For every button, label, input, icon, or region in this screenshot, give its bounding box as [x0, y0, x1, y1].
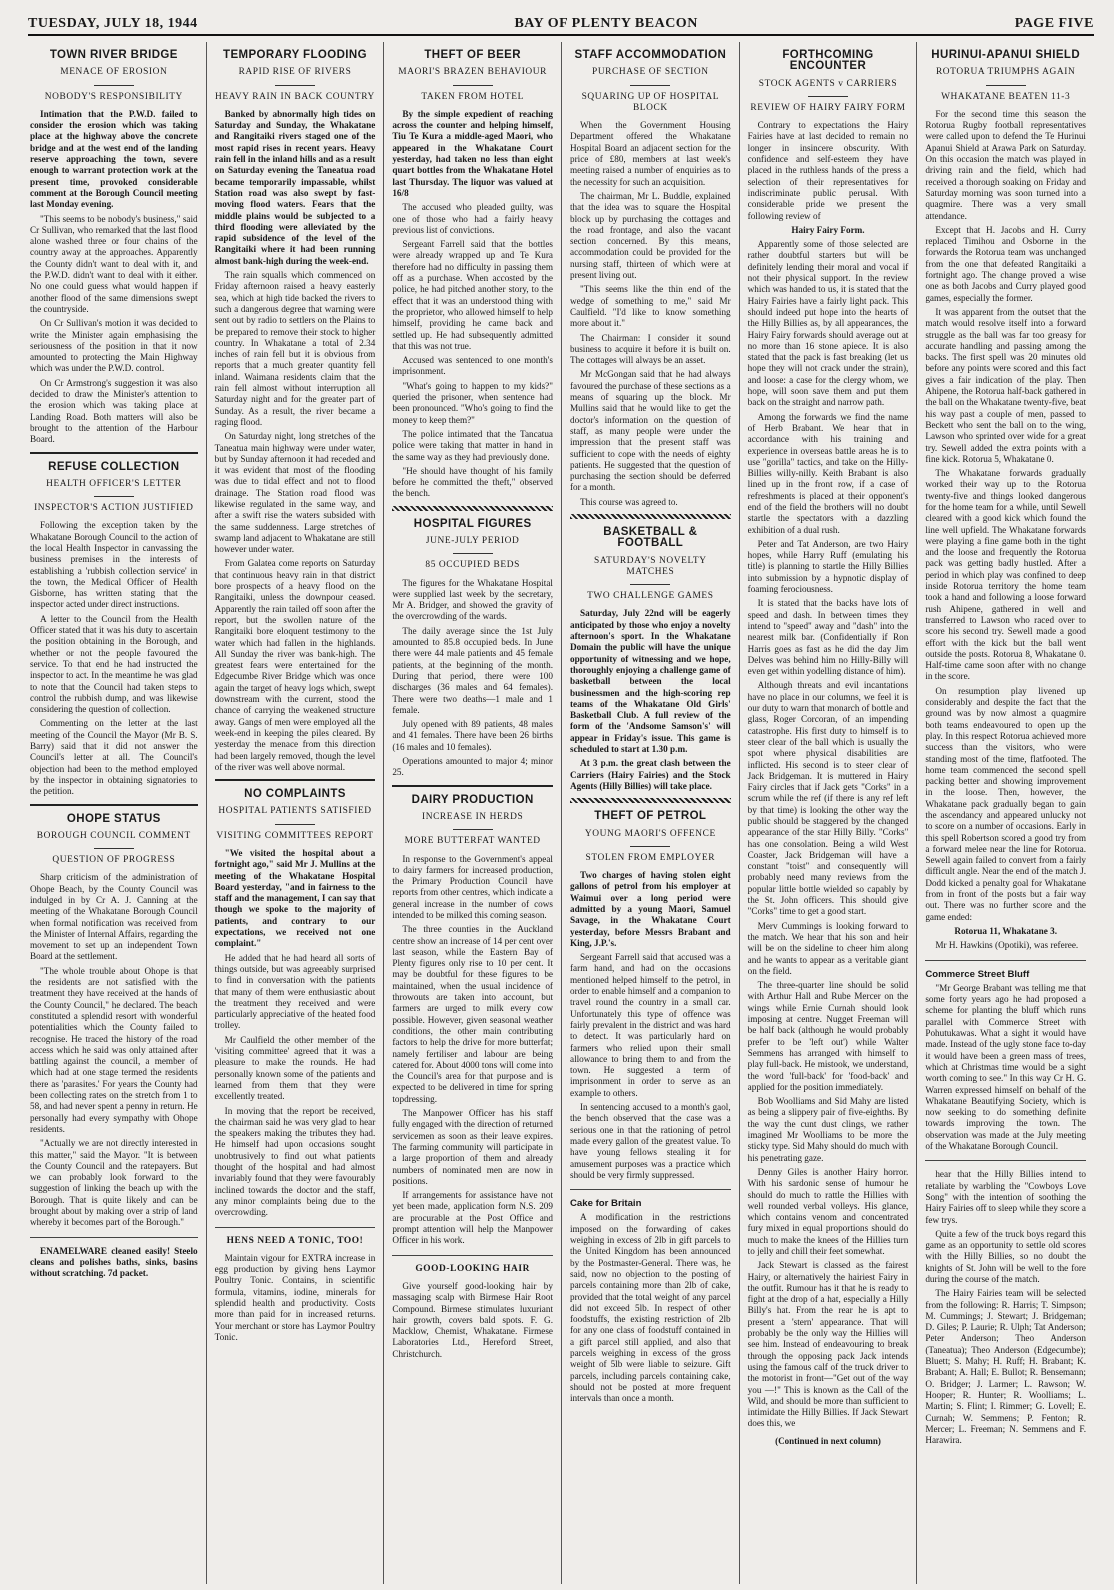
- paragraph: hear that the Hilly Billies intend to retaliate by warbling the "Cowboys Love Song" with the intention of soothing the Hairy Fairies off to sleep while they score a few trys.: [925, 1169, 1086, 1225]
- divider: [453, 85, 493, 86]
- paragraph: "This seems to be nobody's business," said Cr Sullivan, who remarked that the last flood alone washed three or four chains of the country away at the approaches. Apparently the County didn't want to deal with it, and the P.W.D. didn't want to deal with it either. No one could guess what would happen if another flood of the same dimensions swept the countryside.: [30, 213, 198, 314]
- divider: [215, 779, 376, 781]
- paragraph: Operations amounted to major 4; minor 25.: [392, 756, 553, 778]
- paragraph: It was apparent from the outset that the match would resolve itself into a forward struggle as the ball was far too greasy for accurate handling and passing among the backs. The first spell was 20 minutes old before any points were scored and this fact gives a fair indication of the play. Then Ahipene, the Rotorua half-back gathered in the ball on the Whakatane twenty-five, beat his way past a couple of men, passed to Beckett who sent the ball on to the wing, Lawson who sprinted over wide for a great try. Sewell added the extra points with a fine kick. Rotorua 5, Whakatane 0.: [925, 306, 1086, 464]
- paragraph: In sentencing accused to a month's gaol, the bench observed that the case was a serious one in that the rationing of petrol made every gallon of the greatest value. To have young fellows stealing it for amusement purposes was a practice which should be very firmly suppressed.: [570, 1102, 731, 1180]
- subhead: WHAKATANE BEATEN 11-3: [941, 91, 1071, 102]
- subhead: JUNE-JULY PERIOD: [425, 535, 520, 546]
- paragraph: By the simple expedient of reaching across the counter and helping himself, Tiu Te Kura a middle-aged Maori, who appeared in the Whakatane Court yesterday, had taken no less than eight quart bottles from the Whakatane Hotel last Thursday. The liquor was valued at 16/8: [392, 108, 553, 198]
- headline: TOWN RIVER BRIDGE: [49, 49, 178, 61]
- paragraph: Among the forwards we find the name of Herb Brabant. We hear that in accordance with his training and experience in overseas battle areas he is to use "gorilla" tactics, and take on the Hilly-Billies willy-nilly. Keith Brabant is also lined up in the front row, if a case of refreshments is placed at their opponent's end of the field the brothers will no doubt startle the spectators with a dazzling exhibition of a dual rush.: [747, 411, 909, 535]
- paragraph: Mr Caulfield the other member of the 'visiting committee' agreed that it was a pleasure to make the rounds. He had personally known some of the patients and learned from them that they were excellently treated.: [214, 1034, 376, 1102]
- paragraph: At 3 p.m. the great clash between the Carriers (Hairy Fairies) and the Stock Agents (Hilly Billies) will take place.: [570, 758, 731, 791]
- paragraph: The three-quarter line should be solid with Arthur Hall and Rube Mercer on the wings while Ernie Curnah should look imposing at centre. Nugget Freeman will be half back (although he would probably prefer to be 'left out') while Walter Semmens has arranged with himself to play full-back. He mistook, we understand, the word 'full-back' for 'food-back' and applied for the position immediately.: [747, 980, 909, 1092]
- paragraph: The Chairman: I consider it sound business to acquire it before it is built on. The cottages will always be an asset.: [570, 332, 731, 366]
- subhead: HEAVY RAIN IN BACK COUNTRY: [215, 91, 375, 102]
- subhead: SQUARING UP OF HOSPITAL BLOCK: [581, 91, 720, 113]
- headline: BASKETBALL & FOOTBALL: [603, 525, 698, 550]
- paragraph: Denny Giles is another Hairy horror. With his sardonic sense of humour he should do much to rattle the Hillies with well rounded verbal volleys. His glance, which contains venom and concentrated fury mixed in equal proportions should do much to make the knees of the Hillies turn to jelly and chill their feet somewhat.: [747, 1166, 909, 1256]
- advert-enamelware: ENAMELWARE cleaned easily! Steelo cleans and polishes baths, sinks, basins without scratching. 7d packet.: [30, 1245, 198, 1279]
- paragraph: Two charges of having stolen eight gallons of petrol from his employer at Waimui over a long period were admitted by a young Maori, Samuel Savage, in the Whakatane Court yesterday, before Messrs Brabant and King, J.P.'s.: [570, 870, 731, 948]
- headline: HURINUI-APANUI SHIELD: [931, 49, 1081, 61]
- divider: [630, 846, 670, 847]
- subhead: NOBODY'S RESPONSIBILITY: [44, 91, 183, 102]
- headline: HOSPITAL FIGURES: [413, 517, 532, 530]
- paragraph: For the second time this season the Rotorua Rugby football representatives were called upon to defend the Te Hurinui Apanui Shield at Arawa Park on Saturday. On this occasion the match was played in driving rain and the field, which had received a thorough soaking on Friday and Saturday morning was soon turned into a quagmire. There was a very small attendance.: [925, 108, 1086, 221]
- article-ohope-status: [30, 814, 198, 1229]
- column-5: [739, 42, 917, 1584]
- article-forthcoming-encounter: [748, 50, 909, 1447]
- article-basketball-football: [570, 527, 731, 792]
- column-4: [561, 42, 739, 1584]
- headline: REFUSE COLLECTION: [48, 460, 180, 473]
- subhead: TWO CHALLENGE GAMES: [587, 591, 714, 602]
- paragraph: "This seems like the thin end of the wedge of something to me," said Mr Caulfield. "I'd like to know something more about it.": [570, 284, 731, 329]
- headline: THEFT OF BEER: [424, 49, 521, 61]
- paragraph: July opened with 89 patients, 48 males and 41 females. There have been 26 births (16 males and 10 females).: [392, 719, 553, 752]
- paragraph: In moving that the report be received, the chairman said he was very glad to hear the speakers making the tributes they had. He himself had upon occasions sought unobtrusively to find out what patients thought of the hospital and had almost invariably found that they were favourably inclined towards the doctor and the staff, any minor complaints being due to the overcrowding.: [214, 1105, 376, 1218]
- headline: THEFT OF PETROL: [594, 810, 707, 823]
- paragraph: The Manpower Officer has his staff fully engaged with the direction of returned servicemen as soon as their leave expires. The farming community will participate in a large proportion of them and already numbers of nominated men are now in positions.: [392, 1108, 553, 1186]
- paragraph: Mr McGongan said that he had always favoured the purchase of these sections as a means of squaring up the block. Mr Mullins said that he would like to get the doctor's information on the question of staff, as many people were under the impression that the present staff was sufficient to cope with the needs of eighty patients. He suggested that the question of purchasing the section should be deferred for a month.: [570, 369, 731, 493]
- article-hospital-figures: [392, 519, 553, 779]
- paragraph: Sergeant Farrell said that accused was a farm hand, and had on the occasions mentioned helped himself to the petrol, in order to enable himself and a companion to travel round the country in a small car. Unfortunately this type of offence was fairly prevalent in the district and was hard to detect. It was particularly hard on farmers who relied upon their small allowance to bring them to and from the town. He suggested a term of imprisonment in order to serve as an example to others.: [570, 952, 731, 1098]
- subhead: MENACE OF EROSION: [60, 67, 168, 78]
- paragraph: The figures for the Whakatane Hospital were supplied last week by the secretary, Mr A. Bridger, and showed the gravity of the overcrowding of the wards.: [392, 577, 553, 622]
- paragraph: From Galatea come reports on Saturday that continuous heavy rain in that district bore prospects of a heavy flood on the Rangitaiki, unless the downpour ceased. Apparently the rain tailed off soon after the report, but the swollen nature of the Rangitaiki bore eloquent testimony to the water which had fallen in the highlands. All Sunday the river was bank-high. The greatest fears were entertained for the Edgecumbe River Bridge which was once again the target of heavy logs which, swept downstream with the current, stood the chance of carrying the weakened structure away. Gangs of men were employed all the week-end in keeping the piles cleared. By yesterday the menace from this direction had been largely removed, though the level of the river was well above normal.: [214, 558, 376, 772]
- paragraph: On Saturday night, long stretches of the Taneatua main highway were under water, but by Sunday afternoon it had receded and it was evident that most of the flooding was due to tidal effect and not to flood drainage. The Station road flood was likewise regulated in the same way, and after a swift rise the waters subsided with the same suddenness. Large stretches of swamp land adjacent to Whakatane are still however under water.: [214, 431, 376, 555]
- paragraph: The accused who pleaded guilty, was one of those who had a fairly heavy previous list of convictions.: [392, 202, 553, 235]
- divider: [453, 829, 493, 830]
- paragraph: The daily average since the 1st July amounted to 85.8 occupied beds. In June there were 44 male patients and 45 female patients, at the beginning of the month. During that period, there were 100 discharges (36 males and 64 females). There were two deaths—1 male and 1 female.: [392, 625, 553, 715]
- article-refuse-collection: [30, 462, 198, 798]
- paragraph: If arrangements for assistance have not yet been made, application form N.S. 209 are procurable at the Post Office and prompt attention will help the Manpower Officer in his work.: [392, 1190, 553, 1246]
- headline: OHOPE STATUS: [66, 812, 161, 825]
- headline: FORTHCOMING ENCOUNTER: [782, 49, 874, 73]
- paragraph: The police intimated that the Tancatua police were taking that matter in hand in the same way as they had previously done.: [392, 428, 553, 462]
- subhead: HEALTH OFFICER'S LETTER: [46, 478, 182, 489]
- paragraph: On Cr Armstrong's suggestion it was also decided to draw the Minister's attention to the erosion which was taking place at Landing Road. Both matters will also be brought to the attention of the Harbour Board.: [30, 377, 198, 445]
- paragraph: Commenting on the letter at the last meeting of the Council the Mayor (Mr B. S. Barry) said that it did not answer the Council's letter at all. The Council's objection had been to the method employed by the inspector in obtaining signatories to the petition.: [30, 718, 198, 797]
- paragraph: Accused was sentenced to one month's imprisonment.: [392, 355, 553, 377]
- article-encounter-continued: [925, 1169, 1086, 1446]
- headline: STAFF ACCOMMODATION: [574, 49, 727, 61]
- divider: [630, 584, 670, 585]
- paragraph: This course was agreed to.: [580, 496, 678, 507]
- headline: TEMPORARY FLOODING: [223, 49, 367, 61]
- divider: [925, 960, 1086, 961]
- divider: [392, 1255, 553, 1256]
- paragraph: Hairy Fairy Form.: [791, 224, 865, 235]
- paragraph: On resumption play livened up considerably and despite the fact that the ground was by now almost a quagmire both teams endeavoured to open up the play. In this respect Rotorua achieved more success than the visitors, who were standing most of the time, flatfooted. The home team commenced the second spell packing better and showing improvement in the loose. Then, however, the Whakatane pack gradually began to gain the ascendancy and appeared unlucky not to score on a number of occasions. Early in this spell Robertson scored a good try from a forward melee near the line for Rotorua. Sewell again failed to convert from a fairly difficult angle. Near the end of the match J. Dodd kicked a penalty goal for Whakatane from in front of the posts but a fair way out. There was no further score and the game ended:: [925, 685, 1086, 922]
- paragraph: "We visited the hospital about a fortnight ago," said Mr J. Mullins at the meeting of the Whakatane Hospital Board yesterday, "and in fairness to the staff and the management, I can say that though we spoke to the majority of patients, and contrary to our expectations, we received not one complaint.": [214, 848, 376, 949]
- subhead: REVIEW OF HAIRY FAIRY FORM: [750, 102, 906, 113]
- paragraph: "What's going to happen to my kids?" queried the prisoner, when sentence had been pronounced. "Who's going to find the money to keep them?": [392, 380, 553, 425]
- subhead: VISITING COMMITTEES REPORT: [216, 830, 374, 841]
- paragraph: Quite a few of the truck boys regard this game as an opportunity to settle old scores with the Hilly Billies, so no doubt the knights of St. John will be well to the fore during the course of the match.: [925, 1228, 1086, 1284]
- divider: [30, 1237, 198, 1238]
- advert-headline: HENS NEED A TONIC, TOO!: [226, 1235, 364, 1246]
- paragraph: Mr H. Hawkins (Opotiki), was referee.: [935, 940, 1079, 951]
- paragraph: Although threats and evil incantations have no place in our columns, we feel it is our duty to warn that monarch of bottle and glass, Roger Corcoran, of an impending catastrophe. His first duty to himself is to steer clear of the ball which is usually the spot where physical disabilities are inflicted. His second is to steer clear of Jack Bridgeman. It is muttered in Hairy Fairy circles that if Jack gets "Corks" in a scrum while the ref (if there is any ref left by that time) is looking the other way the public should be staggered by the changed appearance of the star Hilly Billy. "Corks" has one consolation. Being a wild West Coaster, Jack Bridgeman will have a constant "toist" and consequently will probably need many reviews from the popular little bottle wielded so capably by the St. John officers. This should give "Corks" time to get a good start.: [747, 680, 909, 917]
- article-dairy-production: [392, 795, 553, 1247]
- paragraph: The Hairy Fairies team will be selected from the following: R. Harris; T. Simpson; M. Cummings; J. Stewart; J. Bridgeman; D. Giles; P. Laurie; R. Ulph; Tat Anderson; Peter Anderson; Theo Anderson (Taneatua); Theo Anderson (Edgecumbe); Bluett; S. Mahy; H. Ruff; H. Brabant; K. Brabant; A. Hall; E. Bullot; R. Bensemann; O. Bridger; J. Larmer; L. Rawson; W. Hooper; R. Hunter; R. Woolliams; L. Martin; S. Flint; I. Rimmer; G. Lovell; E. Curnah; W. Semmens; P. Fenton; R. Mercer; L. Freeman; N. Semmens and F. Harawira.: [925, 1288, 1086, 1446]
- issue-date: TUESDAY, JULY 18, 1944: [28, 16, 198, 31]
- divider: [275, 85, 315, 86]
- divider: [30, 804, 198, 806]
- columns: [28, 42, 1094, 1584]
- paragraph: Apparently some of those selected are rather doubtful starters but will be definitely lending their moral and vocal if not their physical support. In the review which was handed to us, it is stated that the Hairy Fairies have a fairly light pack. This should indeed put hope into the hearts of the Hilly Billies as, by all appearances, the Hairy Fairy forwards should average out at no more than 16 stone apiece. It is also stated that the pack is fast breaking (let us hope they will not crack under the strain), and loose: a case for the clergy whom, we hope, will soon save them and put them back on the straight and narrow path.: [747, 239, 909, 408]
- divider: [215, 1227, 376, 1228]
- paragraph: "Mr George Brabant was telling me that some forty years ago he had proposed a scheme for planting the bluff which runs parallel with Commerce Street with Pohutukawas. What a sight it would have made. Instead of the ugly stone face to-day it would have been a green mass of trees, which at Christmas time would be a sight worth coming to see." In this way Cr H. G. Warren expressed himself on behalf of the Whakatane Beautifying Society, which is now seeking to do something definite towards improving the town. The observation was made at the July meeting of the Whakatane Borough Council.: [925, 982, 1086, 1152]
- paragraph: Merv Cummings is looking forward to the match. We hear that his son and heir will be on the sideline to cheer him along and he wants to appear as a veritable giant on the field.: [747, 920, 909, 976]
- paragraph: Rotorua 11, Whakatane 3.: [954, 925, 1058, 936]
- paragraph: In response to the Government's appeal to dairy farmers for increased production, the Primary Production Council have reports from other centres, which indicate a general increase in the number of cows intended to be milked this coming season.: [392, 853, 553, 920]
- divider: [630, 85, 670, 86]
- headline: NO COMPLAINTS: [244, 788, 346, 801]
- advert-good-looking-hair: [392, 1264, 553, 1360]
- divider: [570, 514, 731, 519]
- column-6: [916, 42, 1094, 1584]
- article-no-complaints: [215, 789, 376, 1218]
- article-temporary-flooding: [215, 50, 376, 773]
- advert-hens-tonic: [215, 1236, 376, 1344]
- paragraph: "He should have thought of his family before he committed the theft," observed the bench.: [392, 465, 553, 499]
- page-number: PAGE FIVE: [1014, 16, 1094, 31]
- paragraph: Except that H. Jacobs and H. Curry replaced Timihou and Osborne in the forwards the Rotorua team was unchanged from the one that defeated Rangitaiki a fortnight ago. The change proved a wise one as both Jacobs and Curry played good games, especially the former.: [925, 224, 1086, 303]
- article-theft-of-petrol: [570, 811, 731, 1181]
- subhead: ROTORUA TRIUMPHS AGAIN: [935, 67, 1076, 78]
- paragraph: "The whole trouble about Ohope is that the residents are not satisfied with the treatment they have received at the hands of the County Council," he declared. The beach constituted a splendid resort with wonderful potentialities which the County failed to recognise. He traced the history of the road access which he said was only attained after battling against the council, a member of which had at one stage termed the residents there as 'parasites.' For years the County had been collecting rates on the stretch from 1 to 58, and had never spent a penny in return. He personally had every sympathy with Ohope residents.: [30, 965, 198, 1134]
- divider: [808, 96, 848, 97]
- subhead: SATURDAY'S NOVELTY MATCHES: [594, 555, 707, 577]
- headline: Cake for Britain: [570, 1198, 642, 1210]
- paragraph: Contrary to expectations the Hairy Fairies have at last decided to remain no longer in insincere obscurity. With confidence and self-esteem they have placed in the ruthless hands of the press a selection of their representatives for indiscriminate public perusal. With considerable pride we present the following review of: [747, 120, 909, 221]
- column-2: [206, 42, 384, 1584]
- paragraph: Intimation that the P.W.D. failed to consider the erosion which was taking place at the highway above the concrete bridge and at the west end of the landing reserve approaching the town, severe enough to warrant protection work at the present time, provoked considerable comment at the Borough Council meeting last Monday evening.: [30, 108, 198, 210]
- paragraph: It is stated that the backs have lots of speed and dash. In between times they intend to "speed" away and "dash" into the nearest milk bar. (Confidentially if Ron Harris goes as fast as he did the day Jim Delves was behind him no Hilly-Billy will even get within yodelling distance of him).: [747, 598, 909, 677]
- column-3: [383, 42, 561, 1584]
- paragraph: The rain squalls which commenced on Friday afternoon raised a heavy easterly sea, which at high tide backed the rivers to such a dangerous degree that warning were sent out by radio to settlers on the Plains to be prepared to remove their stock to higher country. In Whakatane a total of 2.34 inches of rain fell but it is obvious from reports that a much greater quantity fell inland. Waimana residents claim that the rain fell almost without interruption all Saturday night and for the greater part of Sunday. As a result, the river became a raging flood.: [214, 270, 376, 427]
- subhead: QUESTION OF PROGRESS: [52, 855, 176, 866]
- paragraph: The Whakatane forwards gradually worked their way up to the Rotorua twenty-five and things looked dangerous for the home team for a while, until Sewell cleared with a good kick which found the line well upfield. The Whakatane forwards were playing a fine game both in the tight and the loose and frequently the Rotorua pack was getting badly hustled. After a period in which play was confined to deep inside Rotorua territory the home team took a hand and following a loose forward rush Ahipene, gathered in well and transferred to Lawson who raced over to score his second try. Sewell made a good effort with the kick but the ball went outside the posts. Rotorua 8, Whakatane 0. Half-time came soon after with no change in the score.: [925, 468, 1086, 682]
- headline: Commerce Street Bluff: [925, 968, 1030, 980]
- divider: [30, 452, 198, 454]
- column-1: [28, 42, 206, 1584]
- divider: [94, 848, 134, 849]
- article-hurinui-apanui-shield: [925, 50, 1086, 952]
- masthead: [28, 6, 1094, 36]
- paragraph: Saturday, July 22nd will be eagerly anticipated by those who enjoy a novelty afternoon's sport. In the Whakatane Domain the public will have the unique opportunity of witnessing and we hope, thoroughly enjoying a challenge game of basketball between the local businessmen and the high-scoring rep teams of the Whakatane Old Girls' Basketball Club. A full review of the form of the 'Andsome Samson's' will appear in Friday's issue. This game is scheduled to start at 1.30 p.m.: [570, 608, 731, 755]
- subhead: BOROUGH COUNCIL COMMENT: [36, 830, 191, 841]
- paragraph: "Actually we are not directly interested in this matter," said the Mayor. "It is between the County Council and the ratepayers. But we can probably look forward to the suggestion of linking the beach up with the Borough. That is quite likely and can be brought about by making over a strip of land whereby it becomes part of the Borough.": [30, 1138, 198, 1228]
- paragraph: Peter and Tat Anderson, are two Hairy hopes, while Harry Ruff (emulating his title) is planning to startle the Hilly Billies into submission by a hypnotic display of foaming ferociousness.: [747, 538, 909, 595]
- paragraph: A modification in the restrictions imposed on the forwarding of cakes weighing in excess of 2lb in gift parcels to the United Kingdom has been announced by the Postmaster-General. There was, he said, now no objection to the posting of parcels containing more than 2lb of cake, provided that the total weight of any parcel did not exceed 5lb. In respect of other foodstuffs, the existing restriction of 2lb for any one class of foodstuff contained in a gift parcel still applied, and also that parcels weighing in excess of the gross weight of 5lb were liable to seizure. Gift parcels, including parcels containing cake, should not be posted at more frequent intervals than once a month.: [570, 1212, 731, 1404]
- subhead: HOSPITAL PATIENTS SATISFIED: [218, 806, 372, 817]
- paragraph: The chairman, Mr L. Buddle, explained that the idea was to square the Hospital block up by purchasing the cottages and the road frontage, and also the vacant section concerned. By this means, accommodation could be provided for the nursing staff, thirteen of which were at present living out.: [570, 190, 731, 281]
- article-staff-accommodation: [570, 50, 731, 508]
- subhead: STOLEN FROM EMPLOYER: [585, 852, 716, 863]
- subhead: YOUNG MAORI'S OFFENCE: [584, 828, 716, 839]
- subhead: STOCK AGENTS v CARRIERS: [758, 78, 898, 89]
- subhead: MORE BUTTERFAT WANTED: [404, 836, 541, 847]
- divider: [94, 85, 134, 86]
- paragraph: Sergeant Farrell said that the bottles were already wrapped up and Te Kura therefore had no difficulty in passing them off as a purchase. When accosted by the police, he had pitched another story, to the effect that it was an understood thing with the proprietor, who allowed himself to help himself, providing he came back and settled up. He had subsequently admitted that this was not true.: [392, 239, 553, 351]
- divider: [570, 798, 731, 803]
- paragraph: Banked by abnormally high tides on Saturday and Sunday, the Whakatane and Rangitaiki rivers staged one of the most rapid rises in recent years. Heavy rain fell in the inland hills and as a result on Saturday evening the Taneatua road became temporarily impassable, whilst Station road was also swept by fast-moving flood waters. Fears that the middle plains would be subjected to a third flooding were alleviated by the rapid subsidence of the level of the Rangitaiki where it had been running almost bank-high during the week-end.: [214, 108, 376, 266]
- subhead: TAKEN FROM HOTEL: [421, 91, 524, 102]
- subhead: 85 OCCUPIED BEDS: [425, 560, 520, 571]
- article-commerce-street-bluff: [925, 969, 1086, 1153]
- paragraph: On Cr Sullivan's motion it was decided to write the Minister again emphasising the seriousness of the position in that it now amounted to protecting the Main Highway which was under the P.W.D. control.: [30, 318, 198, 374]
- article-cake-for-britain: [570, 1198, 731, 1404]
- divider: [986, 85, 1026, 86]
- paragraph: When the Government Housing Department offered the Whakatane Hospital Board an adjacent section for the price of £80, members at last week's meeting raised a number of enquiries as to the necessity for such an acquisition.: [570, 120, 731, 187]
- subhead: INSPECTOR'S ACTION JUSTIFIED: [34, 503, 194, 514]
- divider: [453, 553, 493, 554]
- divider: [392, 506, 553, 511]
- subhead: PURCHASE OF SECTION: [592, 67, 709, 78]
- paragraph: Jack Stewart is classed as the fairest Hairy, or alternatively the hairiest Fairy in the outfit. Rumour has it that he is ready to fight at the drop of a hat, especially a Hilly Billy's hat. From the rear he is apt to present a 'stern' appearance. That will probably be the only way the Hillies will see him. Instead of endeavouring to break through the opposing pack Jack intends using the famous calf of the truck driver to the motorist in front—"Get out of the way you —!" This is known as the Call of the Wild, and should be more than sufficient to intimidate the Hilly Billies. If Jack Stewart does this, we: [747, 1260, 909, 1429]
- divider: [570, 1189, 731, 1190]
- paragraph: A letter to the Council from the Health Officer stated that it was his duty to ascertain the position obtaining in the Borough, and whether or not the people favoured the service. To that end he had instructed the inspector to act. In the meantime he was glad to note that the Council had taken steps to control the rubbish dump, and was likewise considering the question of collection.: [30, 613, 198, 715]
- subhead: RAPID RISE OF RIVERS: [238, 67, 352, 78]
- paragraph: Following the exception taken by the Whakatane Borough Council to the action of the local Health Inspector in canvassing the business premises in the interests of establishing a 'rubbish collection service' in the town, the Medical Officer of Health Gisborne, has written stating that the inspector acted under direct instructions.: [30, 520, 198, 610]
- paragraph: Sharp criticism of the administration of Ohope Beach, by the County Council was indulged in by Cr A. J. Canning at the meeting of the Whakatane Borough Council when formal notification was received from the Minister of Internal Affairs, regarding the movement to set up an independent Town Board at the settlement.: [30, 872, 198, 962]
- subhead: INCREASE IN HERDS: [421, 811, 524, 822]
- article-town-river-bridge: [30, 50, 198, 446]
- divider: [275, 824, 315, 825]
- paper-name: BAY OF PLENTY BEACON: [514, 16, 698, 31]
- paragraph: He added that he had heard all sorts of things outside, but was agreeably surprised to find in conversation with the patients that many of them were enthusiastic about the treatment they received and were particularly appreciative of the heated food trolley.: [214, 952, 376, 1031]
- paragraph: Bob Woolliams and Sid Mahy are listed as being a slippery pair of five-eighths. By the way the cunt dust clings, we rather imagined Mr Woolliams to be more the sticky type. Sid Mahy should do much with his penetrating gaze.: [747, 1096, 909, 1163]
- divider: [925, 1160, 1086, 1161]
- advert-headline: GOOD-LOOKING HAIR: [415, 1263, 530, 1274]
- divider: [94, 496, 134, 497]
- subhead: MAORI'S BRAZEN BEHAVIOUR: [398, 67, 548, 78]
- divider: [392, 785, 553, 787]
- article-theft-of-beer: [392, 50, 553, 500]
- headline: DAIRY PRODUCTION: [411, 793, 534, 806]
- continued-note: (Continued in next column): [775, 1435, 881, 1446]
- paragraph: Give yourself good-looking hair by massaging scalp with Birmese Hair Root Compound. Birmese stimulates luxuriant hair growth, covers bald spots. F. G. Macklow, Chemist, Whakatane. Firmese Laboratories Ltd., Hereford Street, Christchurch.: [392, 1280, 553, 1359]
- paragraph: The three counties in the Auckland centre show an increase of 14 per cent over last season, while the Eastern Bay of Plenty figures only rise to 10 per cent. It may be doubtful for these figures to be maintained, when the usual incidence of throwouts are taken into account, but farmers are urged to milk every cow possible. However, given seasonal weather conditions, the other main contributing factors to help the drive for more butterfat; namely fertiliser and labour are being catered for. About 4000 tons will come into the Council's area for that purpose and is expected to be delivered in time for spring topdressing.: [392, 924, 553, 1104]
- paragraph: Maintain vigour for EXTRA increase in egg production by giving hens Laymor Poultry Tonic. Contains, in scientific formula, vitamins, iodine, minerals for splendid health and productivity. Costs more than paid for in increased returns. Your merchant or store has Laymor Poultry Tonic.: [214, 1252, 376, 1342]
